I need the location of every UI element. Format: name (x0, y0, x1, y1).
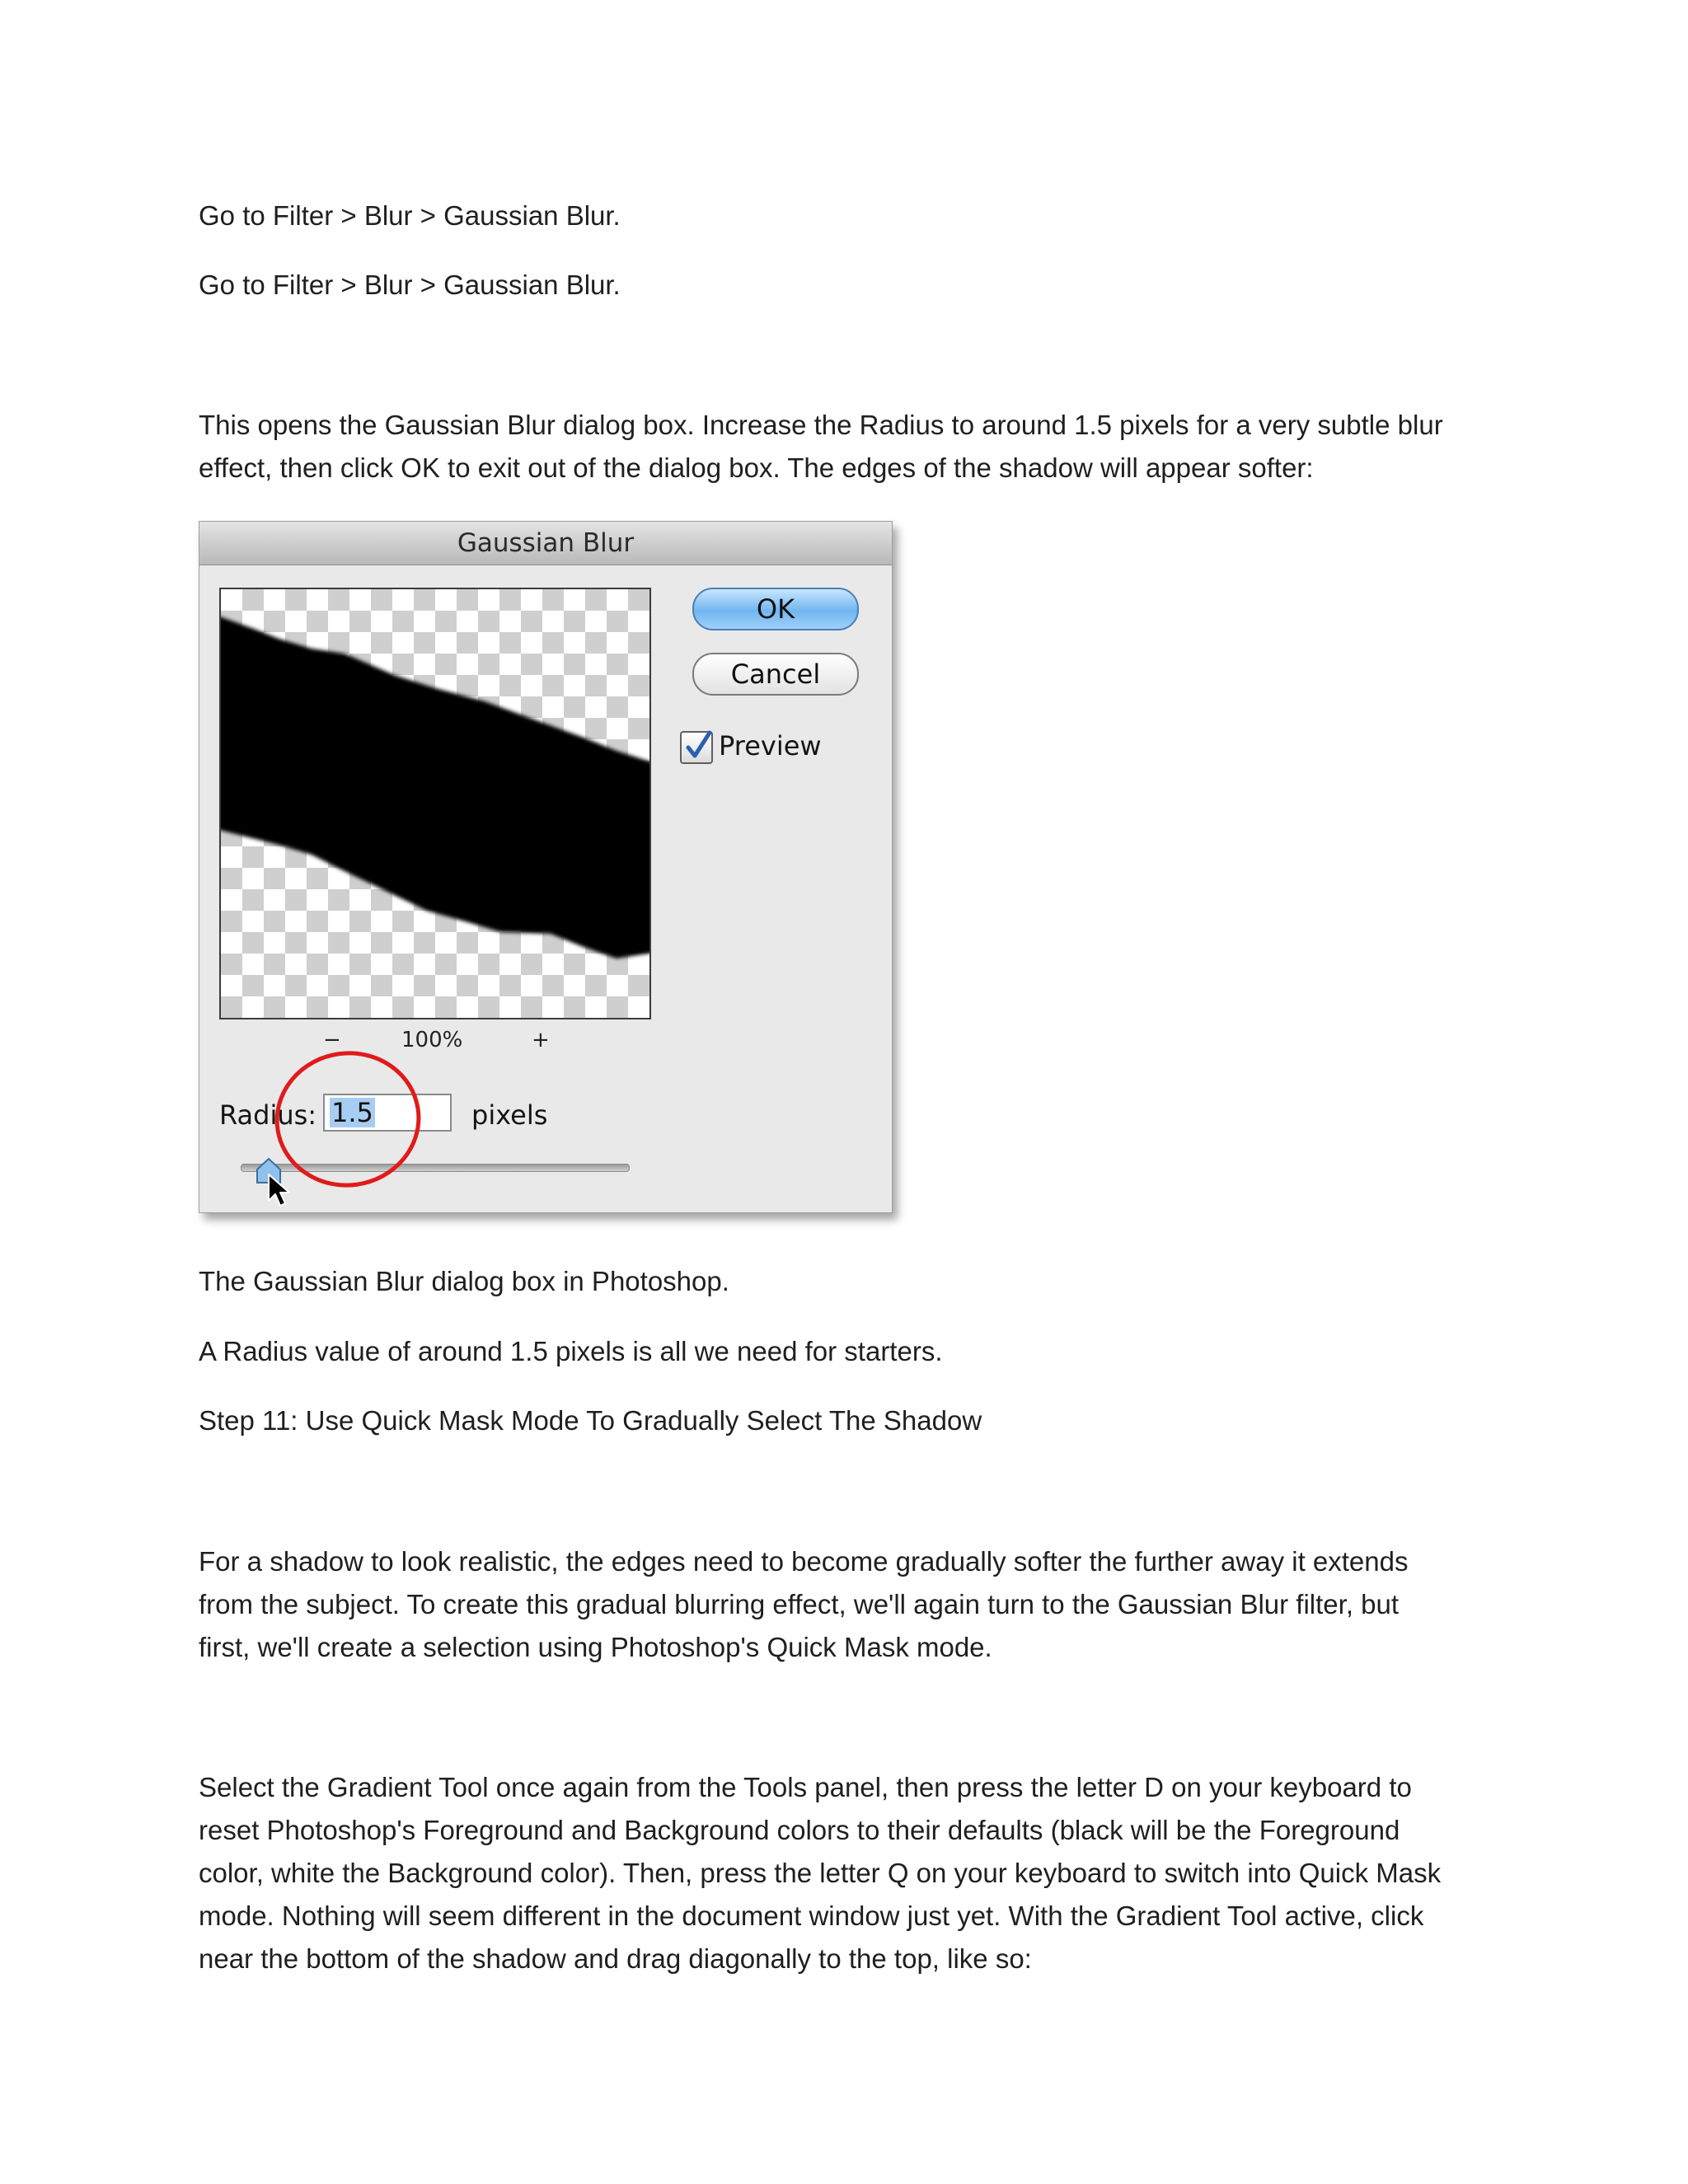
ok-button[interactable]: OK (692, 588, 859, 630)
paragraph-gradient-line-5: near the bottom of the shadow and drag diagonally to the top, like so: (199, 1943, 1032, 1974)
checkmark-icon (683, 729, 715, 764)
radius-label: Radius: (219, 1099, 317, 1131)
radius-value: 1.5 (331, 1097, 373, 1128)
zoom-level: 100% (401, 1028, 463, 1052)
zoom-out-button[interactable]: − (323, 1028, 341, 1052)
paragraph-gradient-line-4: mode. Nothing will seem different in the document window just yet. With the Gradient Tool active, click (199, 1900, 1424, 1931)
preview-label: Preview (719, 730, 822, 762)
gaussian-blur-dialog (199, 521, 893, 1213)
paragraph-realism-line-3: first, we'll create a selection using Photoshop's Quick Mask mode. (199, 1632, 992, 1662)
paragraph-gradient-line-2: reset Photoshop's Foreground and Background colors to their defaults (black will be the Foreground (199, 1815, 1400, 1845)
paragraph-gradient-line-1: Select the Gradient Tool once again from the Tools panel, then press the letter D on your keyboard to (199, 1772, 1412, 1802)
shadow-preview-shape (221, 589, 649, 1018)
preview-checkbox[interactable] (680, 731, 713, 764)
paragraph-dialog-intro-line-1: This opens the Gaussian Blur dialog box. Increase the Radius to around 1.5 pixels for a very subtle blur (199, 410, 1443, 440)
radius-unit-label: pixels (471, 1099, 548, 1131)
red-circle-annotation (265, 1041, 430, 1197)
paragraph-gradient-line-3: color, white the Background color). Then, press the letter Q on your keyboard to switch into Quick Mask (199, 1858, 1442, 1888)
caption-dialog: The Gaussian Blur dialog box in Photoshop. (199, 1266, 729, 1296)
paragraph-realism-line-2: from the subject. To create this gradual blurring effect, we'll again turn to the Gaussian Blur filter, but (199, 1589, 1400, 1619)
dialog-title: Gaussian Blur (199, 522, 892, 565)
paragraph-instruction-1: Go to Filter > Blur > Gaussian Blur. (199, 200, 621, 231)
caption-radius: A Radius value of around 1.5 pixels is all we need for starters. (199, 1336, 943, 1366)
step-heading: Step 11: Use Quick Mask Mode To Gradually Select The Shadow (199, 1405, 982, 1436)
paragraph-instruction-2: Go to Filter > Blur > Gaussian Blur. (199, 269, 621, 300)
paragraph-dialog-intro-line-2: effect, then click OK to exit out of the dialog box. The edges of the shadow will appear softer: (199, 452, 1314, 483)
cancel-button[interactable]: Cancel (692, 653, 859, 696)
blur-preview-canvas[interactable] (219, 588, 651, 1019)
paragraph-realism-line-1: For a shadow to look realistic, the edges need to become gradually softer the further away it extends (199, 1546, 1409, 1577)
zoom-in-button[interactable]: + (532, 1028, 550, 1052)
